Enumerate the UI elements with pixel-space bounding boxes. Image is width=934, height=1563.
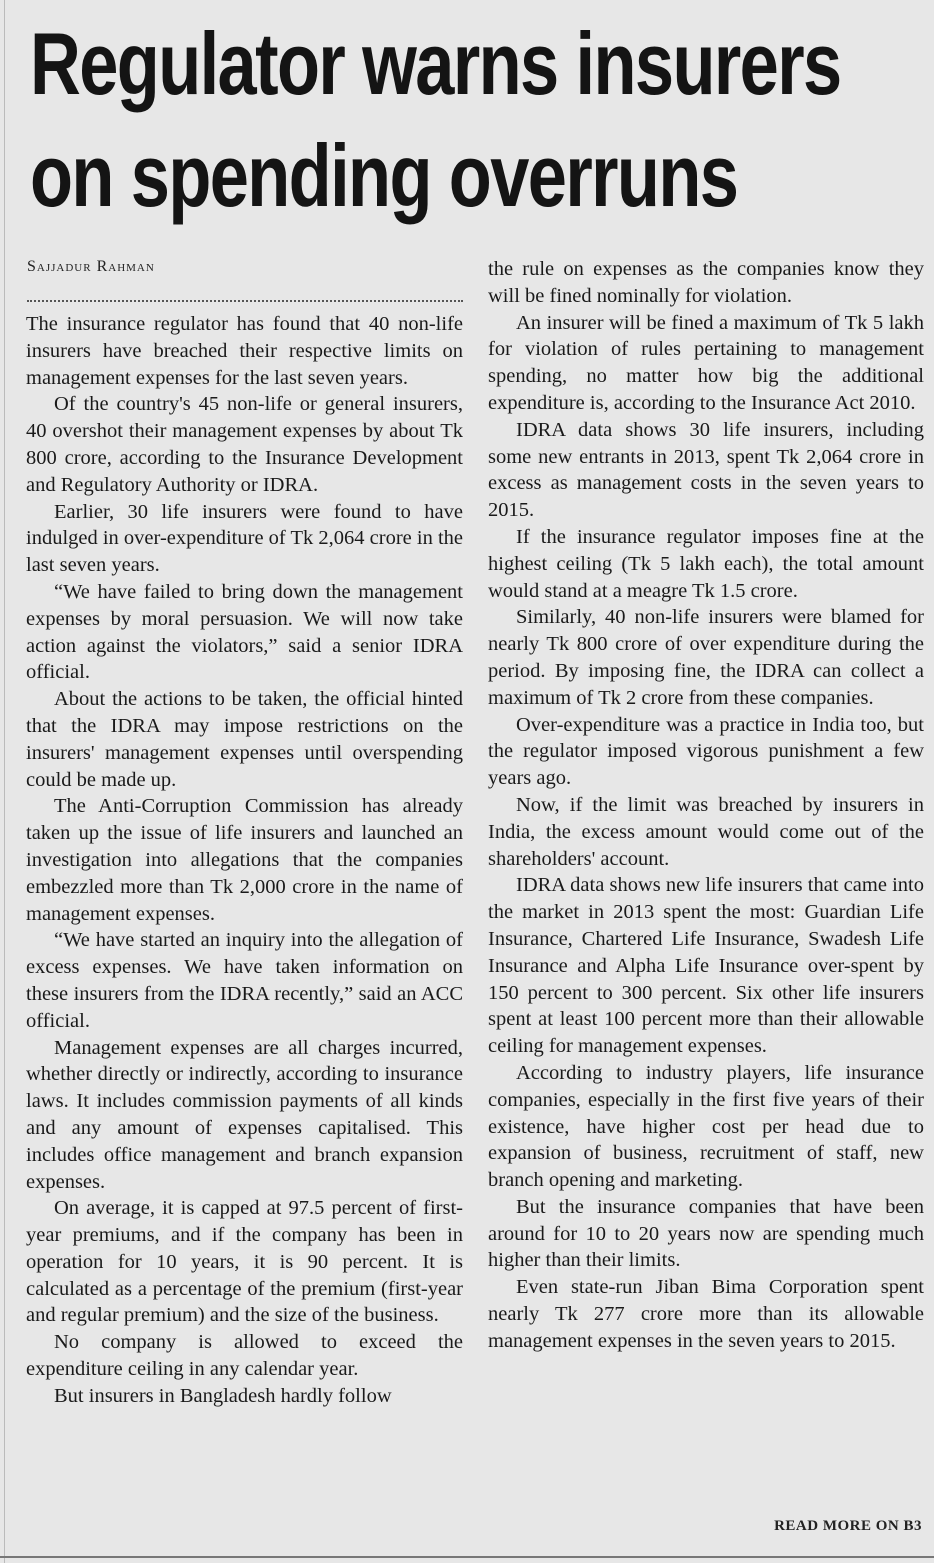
paragraph: Of the country's 45 non-life or general insurers, 40 overshot their management expenses by about Tk 800 crore, according to the Insurance Development and Regulatory Authority or IDRA. (26, 393, 463, 496)
paragraph: IDRA data shows new life insurers that came into the market in 2013 spent the most: Guardian Life Insurance, Chartered Life Insurance, Swadesh Life Insurance and Alpha Life Insurance over-spent by 150 percent to 300 percent. Six other life insurers spent at least 100 percent more than their allowable ceiling for management expenses. (488, 874, 924, 1058)
paragraph: Similarly, 40 non-life insurers were blamed for nearly Tk 800 crore of over expenditure during the period. By imposing fine, the IDRA can collect a maximum of Tk 2 crore from these companies. (488, 606, 924, 709)
headline-line-1: Regulator warns insurers (30, 14, 841, 113)
paragraph: Even state-run Jiban Bima Corporation spent nearly Tk 277 crore more than its allowable management expenses in the seven years to 2015. (488, 1276, 924, 1352)
paragraph: Earlier, 30 life insurers were found to have indulged in over-expenditure of Tk 2,064 crore in the last seven years. (26, 500, 463, 577)
dotted-divider (27, 300, 463, 302)
paragraph: But insurers in Bangladesh hardly follow (54, 1384, 392, 1407)
paragraph: The Anti-Corruption Commission has already taken up the issue of life insurers and launched an investigation into allegations that the companies embezzled more than Tk 2,000 crore in the name of management expenses. (26, 795, 463, 925)
column-rule (4, 0, 5, 1563)
article-column-left (26, 311, 463, 1543)
paragraph: An insurer will be fined a maximum of Tk 5 lakh for violation of rules pertaining to management spending, no matter how big the additional expenditure is, according to the Insurance Act 2010. (488, 311, 924, 414)
headline-line-2: on spending overruns (30, 126, 738, 225)
paragraph: But the insurance companies that have been around for 10 to 20 years now are spending much higher than their limits. (488, 1195, 924, 1272)
paragraph: No company is allowed to exceed the expenditure ceiling in any calendar year. (26, 1331, 463, 1381)
paragraph: Over-expenditure was a practice in India too, but the regulator imposed vigorous punishment a few years ago. (488, 713, 924, 790)
bottom-rule (0, 1556, 934, 1558)
paragraph: “We have started an inquiry into the allegation of excess expenses. We have taken information on these insurers from the IDRA recently,” said an ACC official. (26, 929, 463, 1032)
paragraph: “We have failed to bring down the management expenses by moral persuasion. We will now take action against the violators,” said a senior IDRA official. (26, 580, 463, 684)
byline: Sajjadur Rahman (27, 258, 155, 275)
paragraph: Management expenses are all charges incurred, whether directly or indirectly, according to insurance laws. It includes commission payments of all kinds and any amount of expenses capitalised. This includes office management and branch expansion expenses. (26, 1036, 463, 1193)
paragraph: IDRA data shows 30 life insurers, including some new entrants in 2013, spent Tk 2,064 crore in excess as management costs in the seven years to 2015. (488, 418, 924, 522)
paragraph: About the actions to be taken, the official hinted that the IDRA may impose restrictions on the insurers' management expenses until overspending could be made up. (26, 688, 463, 791)
headline (30, 8, 841, 232)
paragraph: The insurance regulator has found that 40 non-life insurers have breached their respective limits on management expenses for the last seven years. (26, 313, 463, 389)
paragraph: On average, it is capped at 97.5 percent of first-year premiums, and if the company has been in operation for 10 years, it is 90 percent. It is calculated as a percentage of the premium (first-year and regular premium) and the size of the business. (26, 1197, 463, 1327)
paragraph: According to industry players, life insurance companies, especially in the first five years of their existence, have higher cost per head due to expansion of business, recruitment of staff, new branch opening and marketing. (488, 1061, 924, 1192)
paragraph: the rule on expenses as the companies know they will be fined nominally for violation. (488, 258, 924, 307)
read-more-link[interactable]: READ MORE ON B3 (774, 1518, 922, 1534)
paragraph: If the insurance regulator imposes fine at the highest ceiling (Tk 5 lakh each), the total amount would stand at a meagre Tk 1.5 crore. (488, 525, 924, 602)
article-column-right (488, 256, 924, 1518)
paragraph: Now, if the limit was breached by insurers in India, the excess amount would come out of the shareholders' account. (488, 793, 924, 870)
